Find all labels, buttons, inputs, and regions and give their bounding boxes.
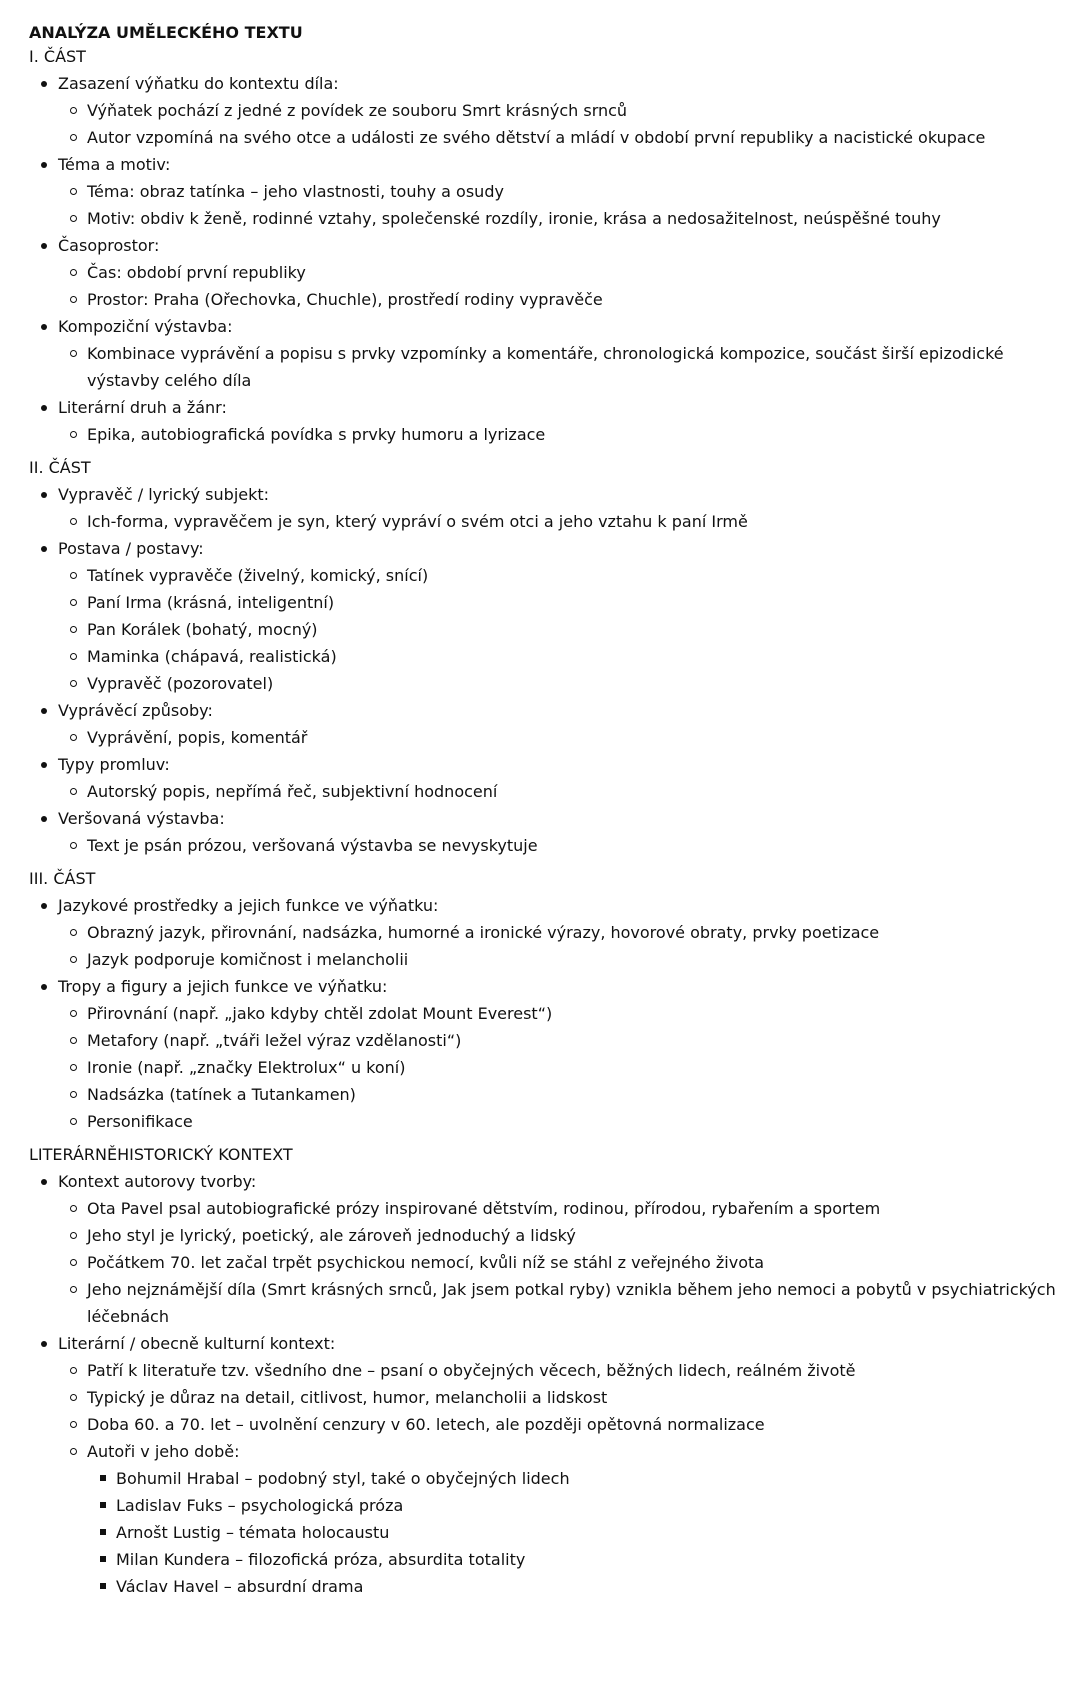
sub-list-item-text: Maminka (chápavá, realistická)	[87, 647, 337, 666]
list-item-label: Tropy a figury a jejich funkce ve výňatku:	[58, 977, 388, 996]
sub-list-item	[58, 670, 1060, 697]
sub-list	[58, 421, 1060, 448]
sub-list-item	[58, 778, 1060, 805]
section	[29, 868, 1060, 1135]
sub-list-item-text: Metafory (např. „tváři ležel výraz vzdělanosti“)	[87, 1031, 462, 1050]
sections-container	[29, 46, 1060, 1600]
sub-list	[58, 562, 1060, 697]
document-title: ANALÝZA UMĚLECKÉHO TEXTU	[29, 23, 303, 42]
author-item: Ladislav Fuks – psychologická próza	[87, 1492, 1060, 1519]
sub-list-item-text: Autorský popis, nepřímá řeč, subjektivní hodnocení	[87, 782, 498, 801]
list-item	[29, 394, 1060, 448]
list-item	[29, 70, 1060, 151]
sub-list-item-text: Jeho nejznámější díla (Smrt krásných srnců, Jak jsem potkal ryby) vznikla během jeho nemoci a pobytů v psychiatrických léčebnách	[87, 1280, 1056, 1326]
sub-list-item	[58, 97, 1060, 124]
author-item: Václav Havel – absurdní drama	[87, 1573, 1060, 1600]
sub-list-item-text: Motiv: obdiv k ženě, rodinné vztahy, společenské rozdíly, ironie, krása a nedosažitelnost, neúspěšné touhy	[87, 209, 941, 228]
sub-list-item	[58, 1384, 1060, 1411]
sub-list-item	[58, 508, 1060, 535]
sub-list-item-text: Personifikace	[87, 1112, 193, 1131]
list-item	[29, 892, 1060, 973]
sub-list-item-text: Počátkem 70. let začal trpět psychickou nemocí, kvůli níž se stáhl z veřejného života	[87, 1253, 765, 1272]
sub-list-item-text: Typický je důraz na detail, citlivost, humor, melancholii a lidskost	[87, 1388, 608, 1407]
sub-list-item	[58, 832, 1060, 859]
sub-list-item	[58, 1249, 1060, 1276]
sub-list-item-text: Kombinace vyprávění a popisu s prvky vzpomínky a komentáře, chronologická kompozice, součást širší epizodické výstavby celého díla	[87, 344, 1004, 390]
author-item: Arnošt Lustig – témata holocaustu	[87, 1519, 1060, 1546]
sub-list-item	[58, 1108, 1060, 1135]
sub-list-item	[58, 1357, 1060, 1384]
sub-list	[58, 1000, 1060, 1135]
section-heading: II. ČÁST	[29, 458, 91, 477]
list-item-label: Kontext autorovy tvorby:	[58, 1172, 257, 1191]
list-item	[29, 151, 1060, 232]
section	[29, 46, 1060, 448]
sub-list-item	[58, 616, 1060, 643]
sub-list-item	[58, 1276, 1060, 1330]
sub-list-item-text: Tatínek vypravěče (živelný, komický, snící)	[87, 566, 429, 585]
sub-list-item-text: Ota Pavel psal autobiografické prózy inspirované dětstvím, rodinou, přírodou, rybařením a sportem	[87, 1199, 881, 1218]
sub-list-item	[58, 919, 1060, 946]
list-item	[29, 697, 1060, 751]
sub-list	[58, 778, 1060, 805]
sub-list-item	[58, 124, 1060, 151]
bullet-list	[29, 70, 1060, 448]
sub-list-item-text: Ironie (např. „značky Elektrolux“ u koní)	[87, 1058, 406, 1077]
sub-list-item	[58, 205, 1060, 232]
list-item-label: Postava / postavy:	[58, 539, 204, 558]
list-item-label: Jazykové prostředky a jejich funkce ve výňatku:	[58, 896, 439, 915]
sub-list-item-text: Doba 60. a 70. let – uvolnění cenzury v 60. letech, ale později opětovná normalizace	[87, 1415, 765, 1434]
author-item: Milan Kundera – filozofická próza, absurdita totality	[87, 1546, 1060, 1573]
sub-list	[58, 919, 1060, 973]
sub-list	[58, 832, 1060, 859]
section-heading: III. ČÁST	[29, 869, 96, 888]
bullet-list	[29, 892, 1060, 1135]
sub-list-item	[58, 589, 1060, 616]
sub-list-item-text: Vyprávění, popis, komentář	[87, 728, 308, 747]
sub-list-item-text: Čas: období první republiky	[87, 263, 306, 282]
sub-list-item-text: Jazyk podporuje komičnost i melancholii	[87, 950, 409, 969]
list-item	[29, 1330, 1060, 1600]
sub-list-item-text: Prostor: Praha (Ořechovka, Chuchle), prostředí rodiny vypravěče	[87, 290, 603, 309]
sub-list-item-text: Téma: obraz tatínka – jeho vlastnosti, touhy a osudy	[87, 182, 504, 201]
sub-list-item	[58, 946, 1060, 973]
list-item	[29, 535, 1060, 697]
list-item-label: Veršovaná výstavba:	[58, 809, 225, 828]
sub-list-item	[58, 1222, 1060, 1249]
sub-list-item	[58, 421, 1060, 448]
list-item	[29, 313, 1060, 394]
sub-list-item-text: Epika, autobiografická povídka s prvky humoru a lyrizace	[87, 425, 546, 444]
sub-list	[58, 178, 1060, 232]
sub-list-item	[58, 1195, 1060, 1222]
list-item-label: Vypravěč / lyrický subjekt:	[58, 485, 270, 504]
list-item	[29, 1168, 1060, 1330]
sub-list-item	[58, 286, 1060, 313]
sub-list-item	[58, 1027, 1060, 1054]
list-item	[29, 973, 1060, 1135]
sub-list	[58, 340, 1060, 394]
section-heading: LITERÁRNĚHISTORICKÝ KONTEXT	[29, 1145, 293, 1164]
sub-list-item	[58, 1081, 1060, 1108]
sub-list-item-text: Jeho styl je lyrický, poetický, ale zároveň jednoduchý a lidský	[87, 1226, 576, 1245]
list-item-label: Zasazení výňatku do kontextu díla:	[58, 74, 339, 93]
list-item-label: Vyprávěcí způsoby:	[58, 701, 213, 720]
sub-list	[58, 1357, 1060, 1600]
sub-list	[58, 1195, 1060, 1330]
sub-list	[58, 97, 1060, 151]
sub-list-item	[58, 340, 1060, 394]
section	[29, 457, 1060, 859]
sub-list-item-text: Patří k literatuře tzv. všedního dne – psaní o obyčejných věcech, běžných lidech, reálném životě	[87, 1361, 856, 1380]
sub-list	[58, 259, 1060, 313]
list-item-label: Časoprostor:	[58, 236, 160, 255]
bullet-list	[29, 1168, 1060, 1600]
sub-list-item-text: Vypravěč (pozorovatel)	[87, 674, 274, 693]
sub-list-item	[58, 1438, 1060, 1600]
sub-list-item-text: Přirovnání (např. „jako kdyby chtěl zdolat Mount Everest“)	[87, 1004, 553, 1023]
sub-list-item	[58, 259, 1060, 286]
sub-list-item-text: Pan Korálek (bohatý, mocný)	[87, 620, 318, 639]
sub-list-item	[58, 1000, 1060, 1027]
list-item-label: Literární druh a žánr:	[58, 398, 227, 417]
authors-list	[87, 1465, 1060, 1600]
sub-list-item-text: Paní Irma (krásná, inteligentní)	[87, 593, 335, 612]
sub-list-item-text: Autoři v jeho době:	[87, 1442, 240, 1461]
sub-list-item	[58, 1054, 1060, 1081]
sub-list-item	[58, 724, 1060, 751]
sub-list-item-text: Ich-forma, vypravěčem je syn, který vypráví o svém otci a jeho vztahu k paní Irmě	[87, 512, 748, 531]
list-item	[29, 751, 1060, 805]
section-heading: I. ČÁST	[29, 47, 86, 66]
list-item	[29, 232, 1060, 313]
sub-list-item-text: Text je psán prózou, veršovaná výstavba se nevyskytuje	[87, 836, 538, 855]
sub-list-item	[58, 178, 1060, 205]
sub-list-item	[58, 562, 1060, 589]
sub-list-item-text: Autor vzpomíná na svého otce a události ze svého dětství a mládí v období první republiky a nacistické okupace	[87, 128, 986, 147]
list-item-label: Typy promluv:	[58, 755, 170, 774]
author-item: Bohumil Hrabal – podobný styl, také o obyčejných lidech	[87, 1465, 1060, 1492]
sub-list-item-text: Výňatek pochází z jedné z povídek ze souboru Smrt krásných srnců	[87, 101, 628, 120]
sub-list	[58, 508, 1060, 535]
list-item	[29, 481, 1060, 535]
section	[29, 1144, 1060, 1600]
sub-list-item-text: Obrazný jazyk, přirovnání, nadsázka, humorné a ironické výrazy, hovorové obraty, prvky poetizace	[87, 923, 880, 942]
list-item-label: Téma a motiv:	[58, 155, 171, 174]
list-item-label: Kompoziční výstavba:	[58, 317, 233, 336]
list-item	[29, 805, 1060, 859]
sub-list	[58, 724, 1060, 751]
sub-list-item	[58, 1411, 1060, 1438]
bullet-list	[29, 481, 1060, 859]
list-item-label: Literární / obecně kulturní kontext:	[58, 1334, 336, 1353]
sub-list-item	[58, 643, 1060, 670]
sub-list-item-text: Nadsázka (tatínek a Tutankamen)	[87, 1085, 356, 1104]
